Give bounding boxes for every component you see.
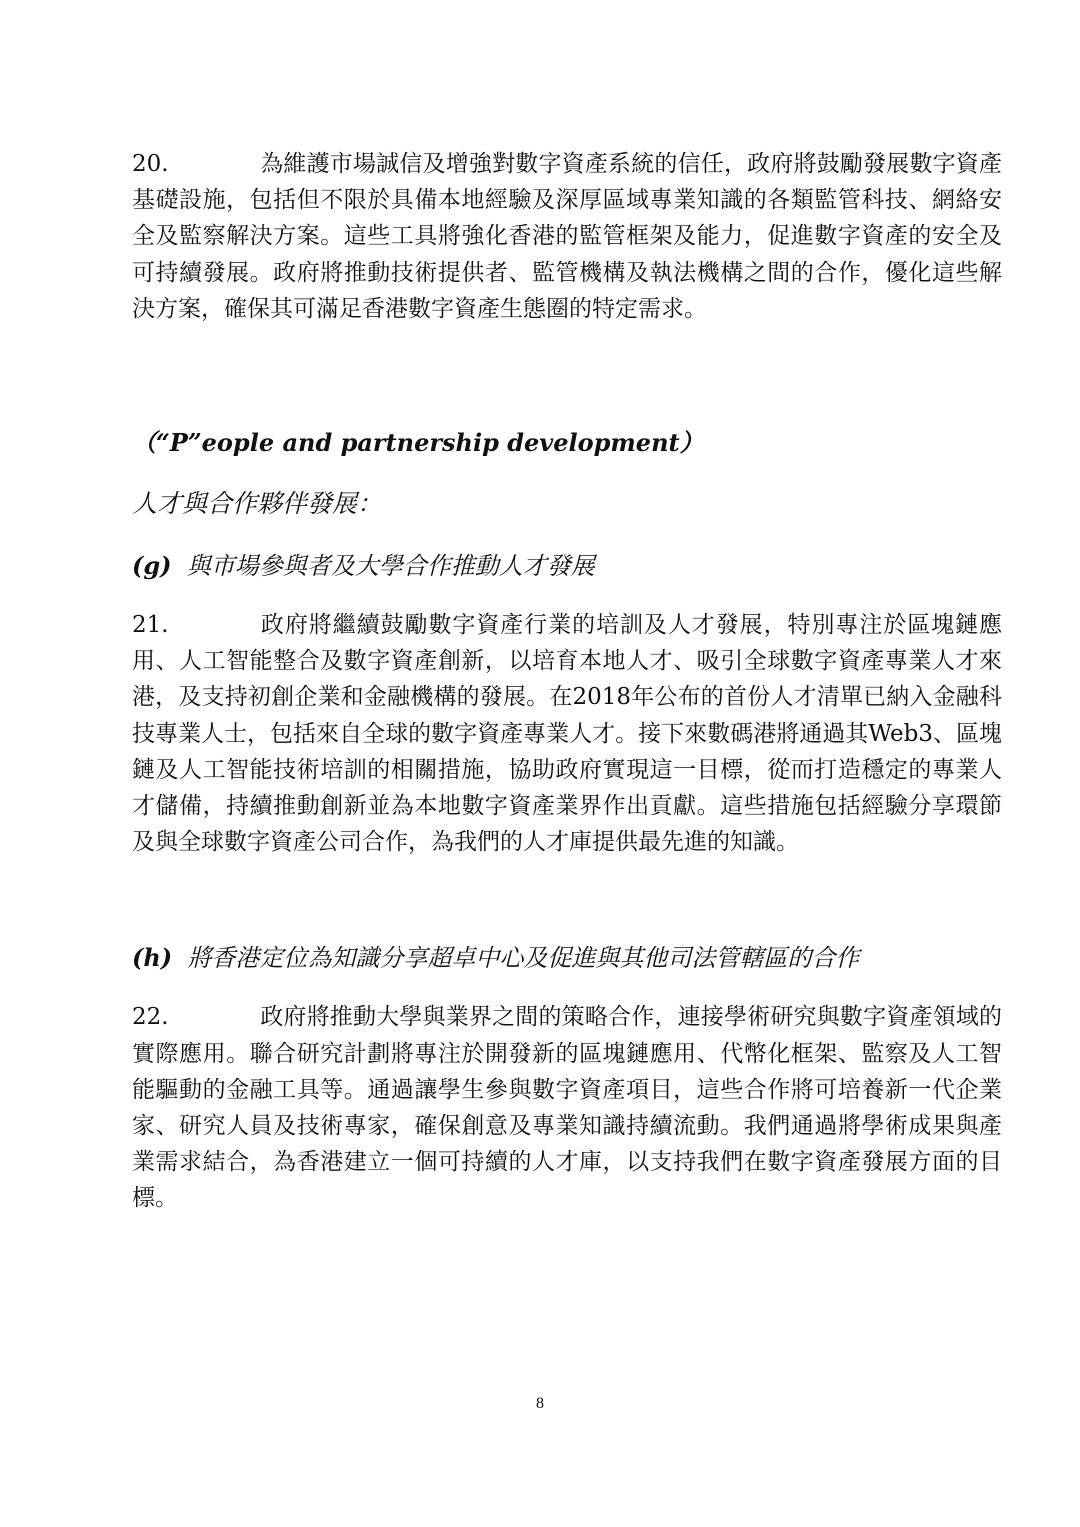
- subheading-g: [132, 546, 1002, 581]
- paragraph-number: 22.: [132, 1004, 169, 1031]
- paragraph-text: 為維護市場誠信及增強對數字資產系統的信任，政府將鼓勵發展數字資產基礎設施，包括但不限於具備本地經驗及深厚區域專業知識的各類監管科技、網絡安全及監察解決方案。這些工具將強化香港的監管框架及能力，促進數字資產的安全及可持續發展。政府將推動技術提供者、監管機構及執法機構之間的合作，優化這些解決方案，確保其可滿足香港數字資產生態圈的特定需求。: [132, 151, 1002, 322]
- paragraph-21: [132, 607, 1002, 860]
- paragraph-20: [132, 146, 1002, 327]
- subheading-text: 與市場參與者及大學合作推動人才發展: [186, 552, 595, 581]
- subheading-label: (h): [132, 943, 173, 973]
- paragraph-text: 政府將繼續鼓勵數字資產行業的培訓及人才發展，特別專注於區塊鏈應用、人工智能整合及數字資產創新，以培育本地人才、吸引全球數字資產專業人才來港，及支持初創企業和金融機構的發展。在2018年公布的首份人才清單已納入金融科技專業人士，包括來自全球的數字資產專業人才。接下來數碼港將通過其Web3、區塊鏈及人工智能技術培訓的相關措施，協助政府實現這一目標，從而打造穩定的專業人才儲備，持續推動創新並為本地數字資產業界作出貢獻。這些措施包括經驗分享環節及與全球數字資產公司合作，為我們的人才庫提供最先進的知識。: [132, 612, 1002, 856]
- paragraph-22: [132, 999, 1002, 1216]
- paragraph-number: 21.: [132, 612, 169, 639]
- subheading-h: [132, 938, 1002, 973]
- page-number: 8: [536, 1395, 544, 1412]
- section-heading-english: （“P”eople and partnership development）: [132, 428, 704, 458]
- section-heading-chinese: 人才與合作夥伴發展：: [132, 489, 383, 519]
- subheading-text: 將香港定位為知識分享超卓中心及促進與其他司法管轄區的合作: [187, 944, 860, 973]
- paragraph-number: 20.: [132, 151, 169, 177]
- paragraph-text: 政府將推動大學與業界之間的策略合作，連接學術研究與數字資產領域的實際應用。聯合研究計劃將專注於開發新的區塊鏈應用、代幣化框架、監察及人工智能驅動的金融工具等。通過讓學生參與數字資產項目，這些合作將可培養新一代企業家、研究人員及技術專家，確保創意及專業知識持續流動。我們通過將學術成果與產業需求結合，為香港建立一個可持續的人才庫，以支持我們在數字資產發展方面的目標。: [132, 1004, 1002, 1212]
- subheading-label: (g): [132, 551, 172, 581]
- document-page: [132, 146, 1002, 1217]
